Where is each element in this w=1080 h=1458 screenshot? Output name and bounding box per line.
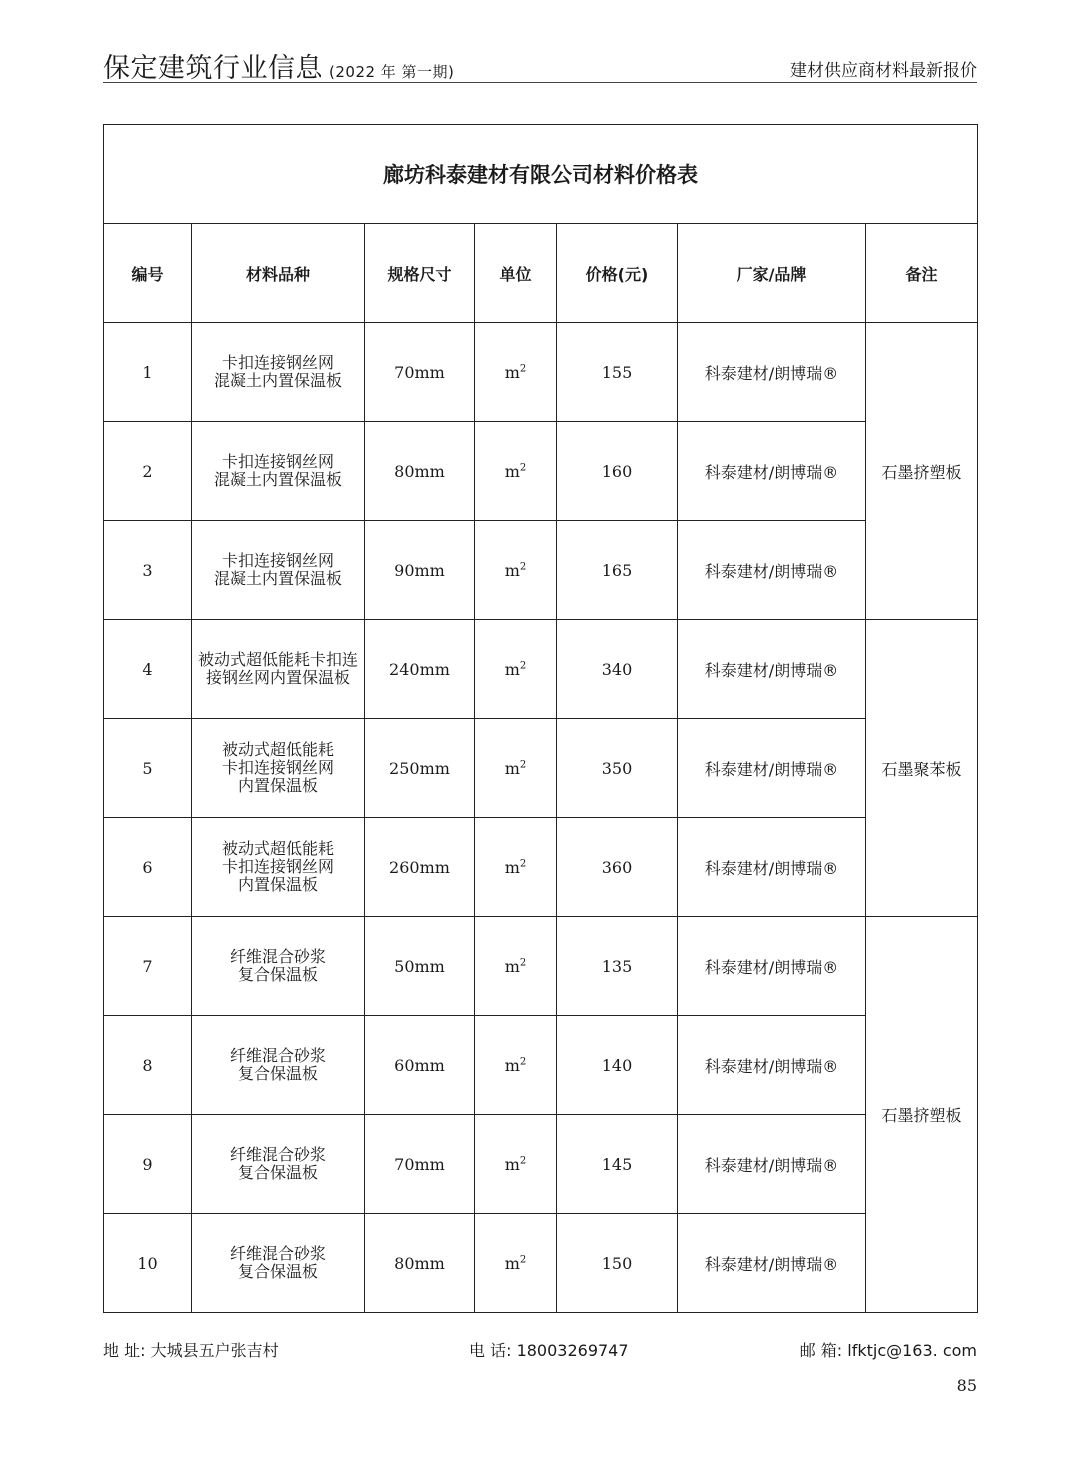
unit-base: m	[504, 461, 520, 481]
brand-name: 科泰建材/朗博瑞®	[678, 818, 866, 917]
material-name-line: 卡扣连接钢丝网	[221, 758, 334, 777]
unit-exponent: 2	[519, 1254, 527, 1266]
table-row	[104, 422, 978, 521]
material-name-line: 被动式超低能耗	[221, 740, 334, 759]
price-value: 155	[557, 323, 678, 422]
table-row	[104, 323, 978, 422]
spec-size: 70mm	[365, 1115, 475, 1214]
note-cell: 石墨聚苯板	[866, 620, 978, 917]
material-name	[192, 422, 365, 521]
page-number: 85	[956, 1376, 977, 1395]
table-row	[104, 521, 978, 620]
row-number: 3	[104, 521, 192, 620]
brand-name: 科泰建材/朗博瑞®	[678, 719, 866, 818]
table-row	[104, 719, 978, 818]
price-value: 340	[557, 620, 678, 719]
material-name-line: 纤维混合砂浆	[229, 1244, 326, 1263]
column-header-unit: 单位	[475, 224, 557, 323]
unit-exponent: 2	[519, 1056, 527, 1068]
table-row	[104, 1016, 978, 1115]
spec-size: 260mm	[365, 818, 475, 917]
row-number: 10	[104, 1214, 192, 1313]
brand-name: 科泰建材/朗博瑞®	[678, 1214, 866, 1313]
brand-name: 科泰建材/朗博瑞®	[678, 1115, 866, 1214]
unit-base: m	[504, 1253, 520, 1273]
spec-size: 50mm	[365, 917, 475, 1016]
material-name-line: 复合保温板	[237, 965, 318, 984]
table-row	[104, 1115, 978, 1214]
material-name-line: 纤维混合砂浆	[229, 1046, 326, 1065]
material-name-line: 内置保温板	[237, 776, 318, 795]
footer-address: 地 址: 大城县五户张吉村	[103, 1341, 279, 1360]
material-name-line: 复合保温板	[237, 1064, 318, 1083]
row-number: 8	[104, 1016, 192, 1115]
unit-base: m	[504, 956, 520, 976]
unit-base: m	[504, 1154, 520, 1174]
material-name	[192, 719, 365, 818]
column-header-note: 备注	[866, 224, 978, 323]
material-name	[192, 917, 365, 1016]
publication-title	[103, 46, 454, 85]
row-number: 1	[104, 323, 192, 422]
header-divider	[103, 82, 977, 83]
unit	[475, 1016, 557, 1115]
unit-exponent: 2	[519, 759, 527, 771]
unit-base: m	[504, 362, 520, 382]
unit	[475, 1214, 557, 1313]
material-name-line: 被动式超低能耗卡扣连	[197, 650, 358, 669]
unit-exponent: 2	[519, 462, 527, 474]
price-table	[103, 124, 978, 1313]
unit-exponent: 2	[519, 660, 527, 672]
page-footer	[103, 1338, 977, 1362]
brand-name: 科泰建材/朗博瑞®	[678, 917, 866, 1016]
material-name-line: 复合保温板	[237, 1262, 318, 1281]
unit-exponent: 2	[519, 363, 527, 375]
column-header-material: 材料品种	[192, 224, 365, 323]
footer-phone: 电 话: 18003269747	[469, 1341, 629, 1360]
unit-base: m	[504, 857, 520, 877]
table-row	[104, 620, 978, 719]
material-name-line: 接钢丝网内置保温板	[205, 668, 350, 687]
publication-name: 保定建筑行业信息	[103, 53, 323, 84]
spec-size: 250mm	[365, 719, 475, 818]
column-header-no: 编号	[104, 224, 192, 323]
material-name	[192, 1115, 365, 1214]
brand-name: 科泰建材/朗博瑞®	[678, 620, 866, 719]
unit	[475, 521, 557, 620]
material-name-line: 混凝土内置保温板	[213, 371, 342, 390]
material-name	[192, 818, 365, 917]
price-value: 360	[557, 818, 678, 917]
issue-label: (2022 年 第一期)	[329, 63, 455, 81]
material-name	[192, 1016, 365, 1115]
unit	[475, 818, 557, 917]
column-header-spec: 规格尺寸	[365, 224, 475, 323]
material-name-line: 卡扣连接钢丝网	[221, 353, 334, 372]
table-row	[104, 1214, 978, 1313]
material-name-line: 纤维混合砂浆	[229, 947, 326, 966]
brand-name: 科泰建材/朗博瑞®	[678, 323, 866, 422]
table-header-row	[104, 224, 978, 323]
unit-base: m	[504, 1055, 520, 1075]
note-cell: 石墨挤塑板	[866, 323, 978, 620]
unit-base: m	[504, 560, 520, 580]
unit	[475, 422, 557, 521]
price-value: 135	[557, 917, 678, 1016]
row-number: 7	[104, 917, 192, 1016]
column-header-brand: 厂家/品牌	[678, 224, 866, 323]
material-name-line: 卡扣连接钢丝网	[221, 452, 334, 471]
material-name	[192, 521, 365, 620]
brand-name: 科泰建材/朗博瑞®	[678, 422, 866, 521]
material-name-line: 卡扣连接钢丝网	[221, 857, 334, 876]
table-row	[104, 917, 978, 1016]
unit	[475, 1115, 557, 1214]
price-value: 350	[557, 719, 678, 818]
brand-name: 科泰建材/朗博瑞®	[678, 1016, 866, 1115]
column-header-price: 价格(元)	[557, 224, 678, 323]
row-number: 5	[104, 719, 192, 818]
table-body	[104, 323, 978, 1313]
price-value: 145	[557, 1115, 678, 1214]
unit	[475, 323, 557, 422]
material-name-line: 卡扣连接钢丝网	[221, 551, 334, 570]
material-name-line: 混凝土内置保温板	[213, 470, 342, 489]
unit	[475, 719, 557, 818]
brand-name: 科泰建材/朗博瑞®	[678, 521, 866, 620]
section-title: 建材供应商材料最新报价	[790, 61, 977, 81]
unit	[475, 620, 557, 719]
price-value: 160	[557, 422, 678, 521]
row-number: 6	[104, 818, 192, 917]
spec-size: 80mm	[365, 422, 475, 521]
material-name-line: 纤维混合砂浆	[229, 1145, 326, 1164]
price-value: 140	[557, 1016, 678, 1115]
material-name	[192, 1214, 365, 1313]
unit-exponent: 2	[519, 561, 527, 573]
price-value: 150	[557, 1214, 678, 1313]
material-name	[192, 620, 365, 719]
row-number: 9	[104, 1115, 192, 1214]
unit-base: m	[504, 659, 520, 679]
row-number: 4	[104, 620, 192, 719]
table-title: 廊坊科泰建材有限公司材料价格表	[104, 125, 978, 224]
material-name-line: 混凝土内置保温板	[213, 569, 342, 588]
unit	[475, 917, 557, 1016]
price-value: 165	[557, 521, 678, 620]
spec-size: 90mm	[365, 521, 475, 620]
unit-exponent: 2	[519, 858, 527, 870]
material-name-line: 复合保温板	[237, 1163, 318, 1182]
spec-size: 70mm	[365, 323, 475, 422]
unit-exponent: 2	[519, 1155, 527, 1167]
unit-base: m	[504, 758, 520, 778]
material-name-line: 内置保温板	[237, 875, 318, 894]
unit-exponent: 2	[519, 957, 527, 969]
note-cell: 石墨挤塑板	[866, 917, 978, 1313]
material-name	[192, 323, 365, 422]
page-header	[103, 46, 977, 82]
spec-size: 60mm	[365, 1016, 475, 1115]
spec-size: 240mm	[365, 620, 475, 719]
row-number: 2	[104, 422, 192, 521]
table-row	[104, 818, 978, 917]
spec-size: 80mm	[365, 1214, 475, 1313]
footer-email: 邮 箱: lfktjc@163. com	[799, 1341, 977, 1360]
material-name-line: 被动式超低能耗	[221, 839, 334, 858]
